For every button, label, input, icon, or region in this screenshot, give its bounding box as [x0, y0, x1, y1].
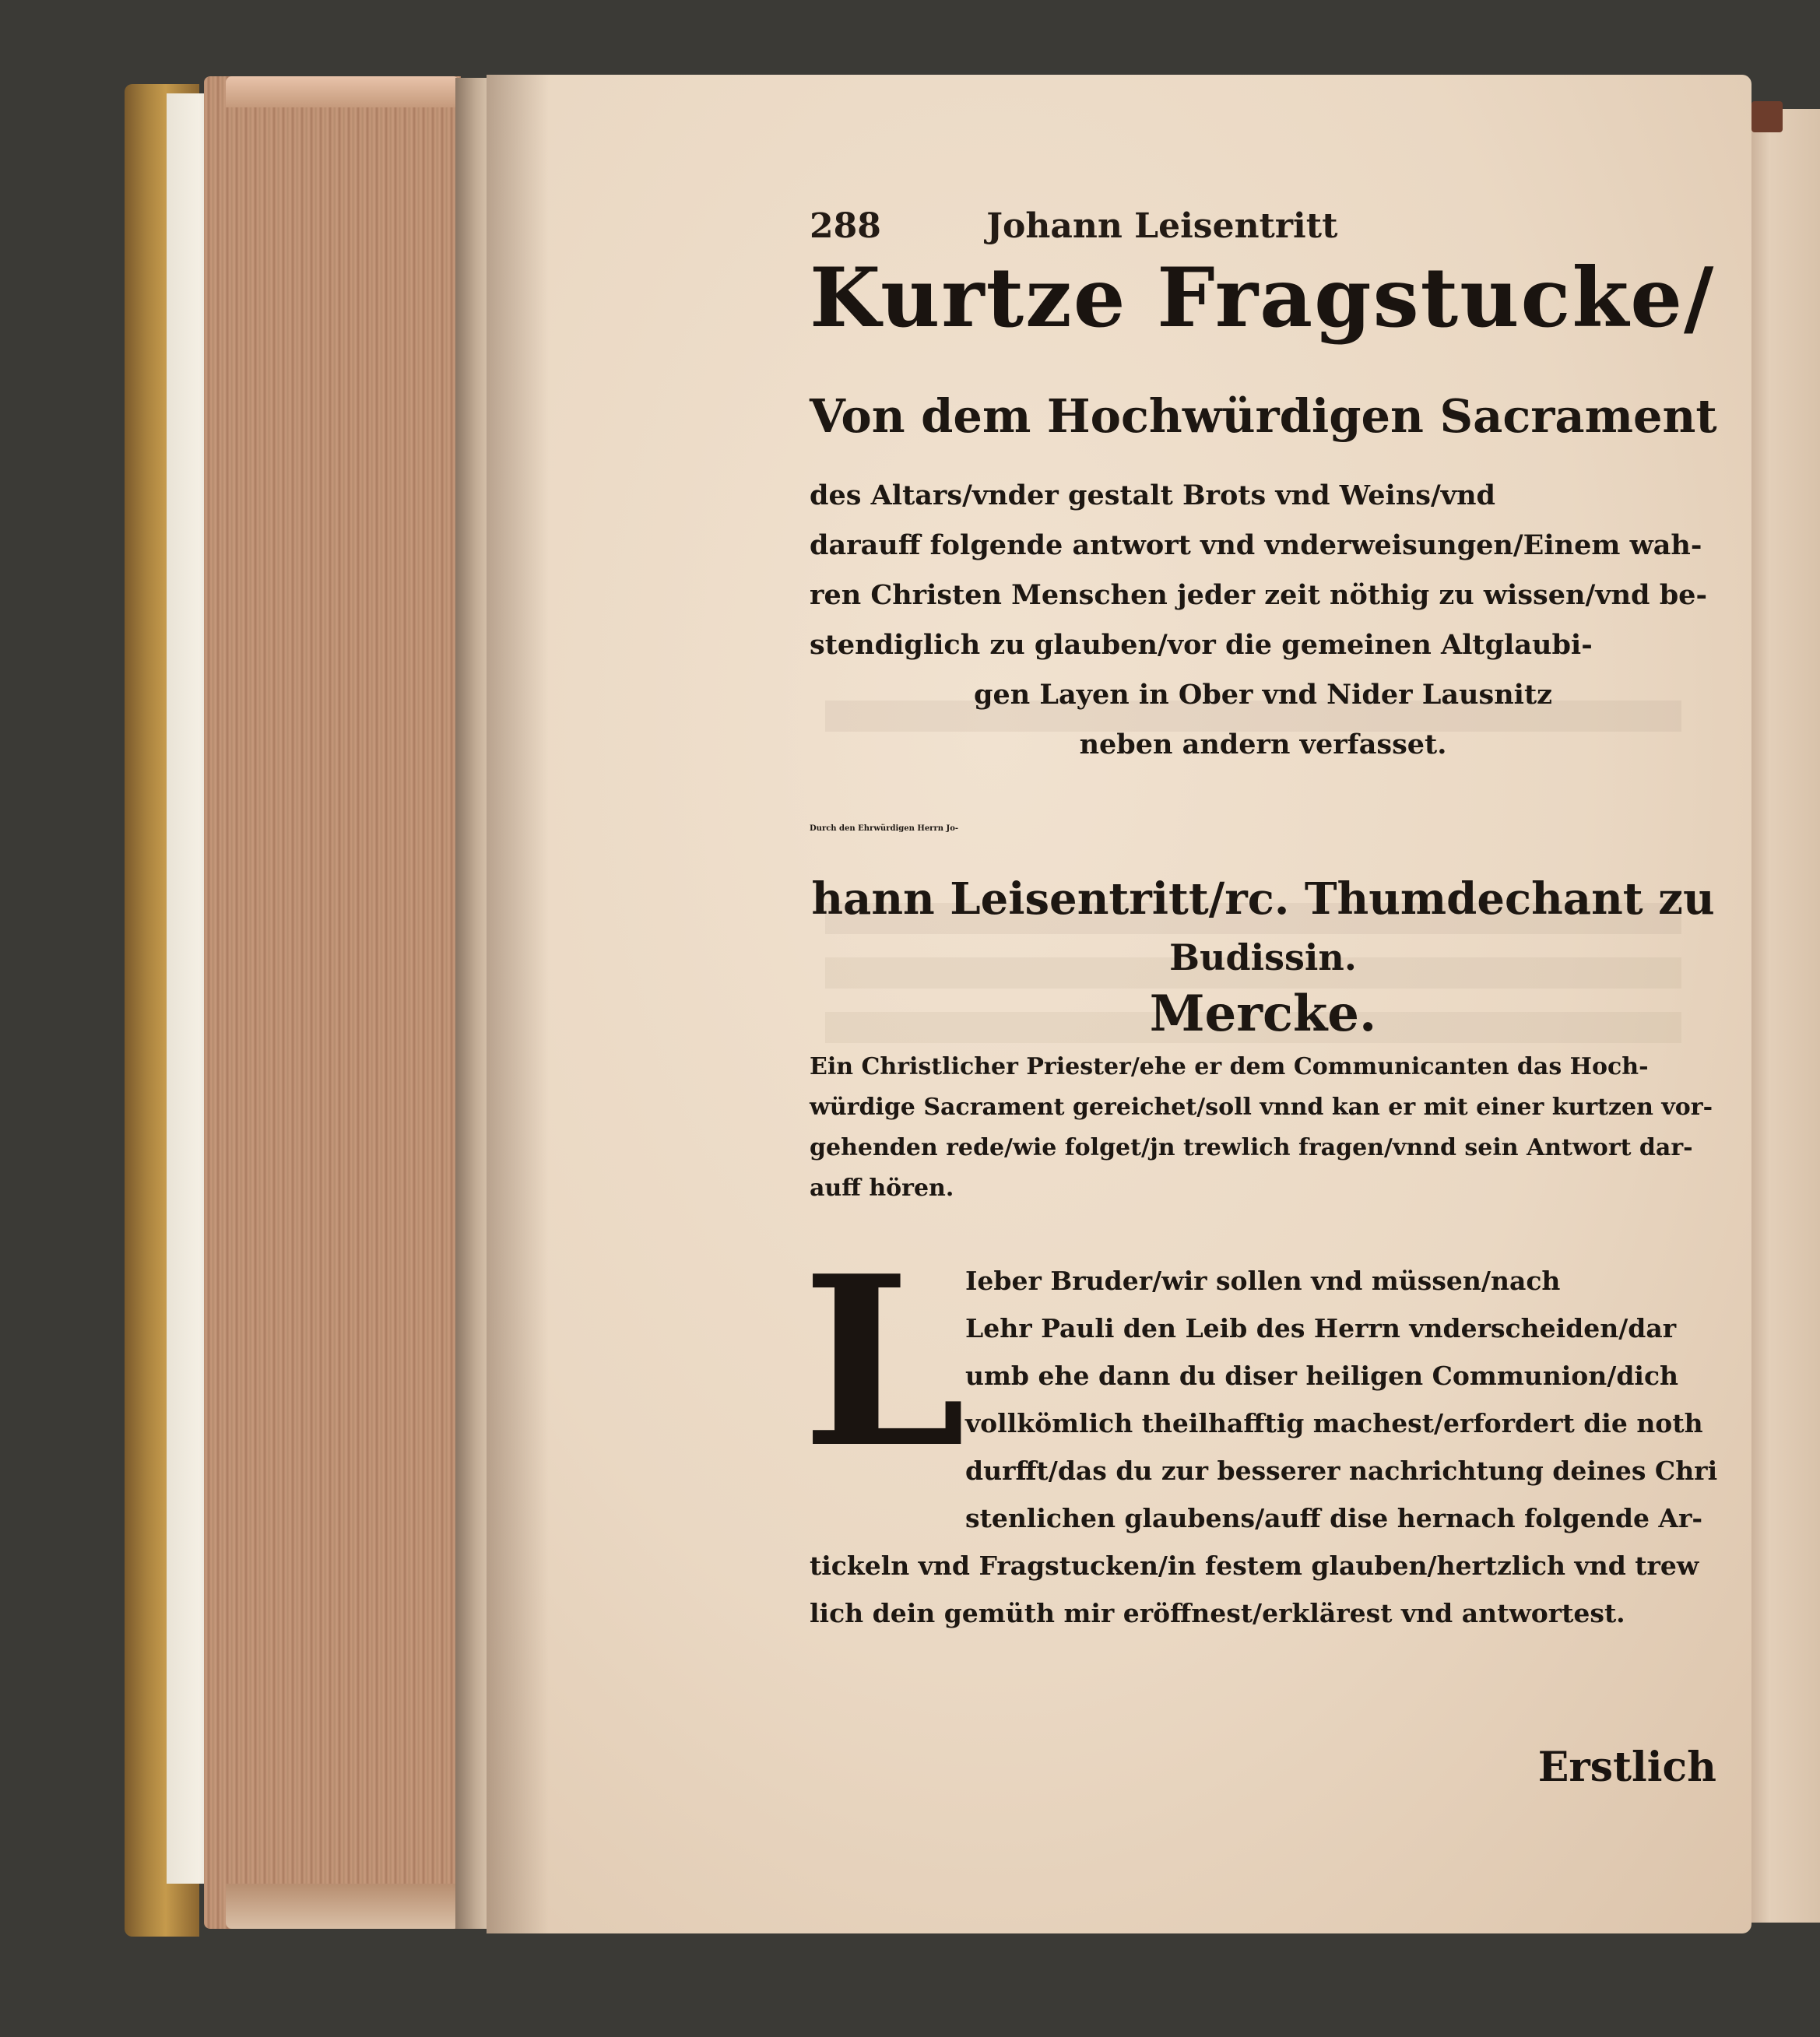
body-paragraph — [810, 1257, 1716, 1637]
mercke-paragraph — [810, 1047, 1716, 1209]
running-head — [810, 206, 1588, 246]
title-lead-line: neben andern verfasset. — [1079, 729, 1447, 760]
title-lead — [810, 471, 1716, 770]
title-lead-line: darauff folgende antwort vnd vnderweisungen/Einem wah- — [810, 529, 1702, 561]
body-line: lich dein gemüth mir eröffnest/erklärest vnd antwortest. — [810, 1598, 1625, 1628]
mercke-heading: Mercke. — [1149, 985, 1377, 1043]
title-sub: Von dem Hochwürdigen Sacrament — [810, 389, 1717, 443]
drop-cap: L — [802, 1224, 966, 1499]
page-edges-bottom — [226, 1884, 459, 1929]
body-line: umb ehe dann du diser heiligen Communion/dich — [965, 1361, 1679, 1391]
body-line: vollkömlich theilhafftig machest/erfordert die noth — [965, 1408, 1703, 1438]
body-line: Ieber Bruder/wir sollen vnd müssen/nach — [965, 1266, 1561, 1296]
body-line: tickeln vnd Fragstucken/in festem glauben/hertzlich vnd trew — [810, 1551, 1699, 1581]
bookmark-strip — [1751, 101, 1783, 132]
body-line: stenlichen glaubens/auff dise hernach folgende Ar- — [965, 1503, 1703, 1533]
author-line: Durch den Ehrwürdigen Herrn Jo- — [810, 824, 959, 833]
title-main: Kurtze Fragstucke/ — [810, 249, 1716, 346]
page-shadow — [487, 75, 549, 1933]
title-lead-line: gen Layen in Ober vnd Nider Lausnitz — [974, 679, 1552, 711]
page-edges — [204, 76, 461, 1929]
body-line: Lehr Pauli den Leib des Herrn vnderscheiden/dar — [965, 1313, 1677, 1343]
mercke-line: gehenden rede/wie folget/jn trewlich fragen/vnnd sein Antwort dar- — [810, 1134, 1693, 1161]
page-edges-top — [226, 76, 459, 107]
author-line: hann Leisentritt/rc. Thumdechant zu — [811, 873, 1715, 925]
title-lead-line: ren Christen Menschen jeder zeit nöthig zu wissen/vnd be- — [810, 579, 1707, 611]
author-line: Budissin. — [1169, 936, 1357, 978]
running-head-author: Johann Leisentritt — [986, 206, 1338, 246]
title-lead-line: stendiglich zu glauben/vor die gemeinen Altglaubi- — [810, 629, 1593, 661]
page-number: 288 — [810, 206, 881, 246]
title-lead-line: des Altars/vnder gestalt Brots vnd Weins/vnd — [810, 479, 1496, 511]
mercke-line: würdige Sacrament gereichet/soll vnnd kan er mit einer kurtzen vor- — [810, 1094, 1713, 1121]
mercke-line: Ein Christlicher Priester/ehe er dem Communicanten das Hoch- — [810, 1053, 1649, 1080]
mercke-line: auff hören. — [810, 1175, 954, 1202]
body-line: durfft/das du zur besserer nachrichtung deines Chri — [965, 1456, 1718, 1486]
author-block — [810, 794, 1716, 981]
book-gutter — [455, 78, 490, 1929]
catchword: Erstlich — [1537, 1744, 1716, 1791]
